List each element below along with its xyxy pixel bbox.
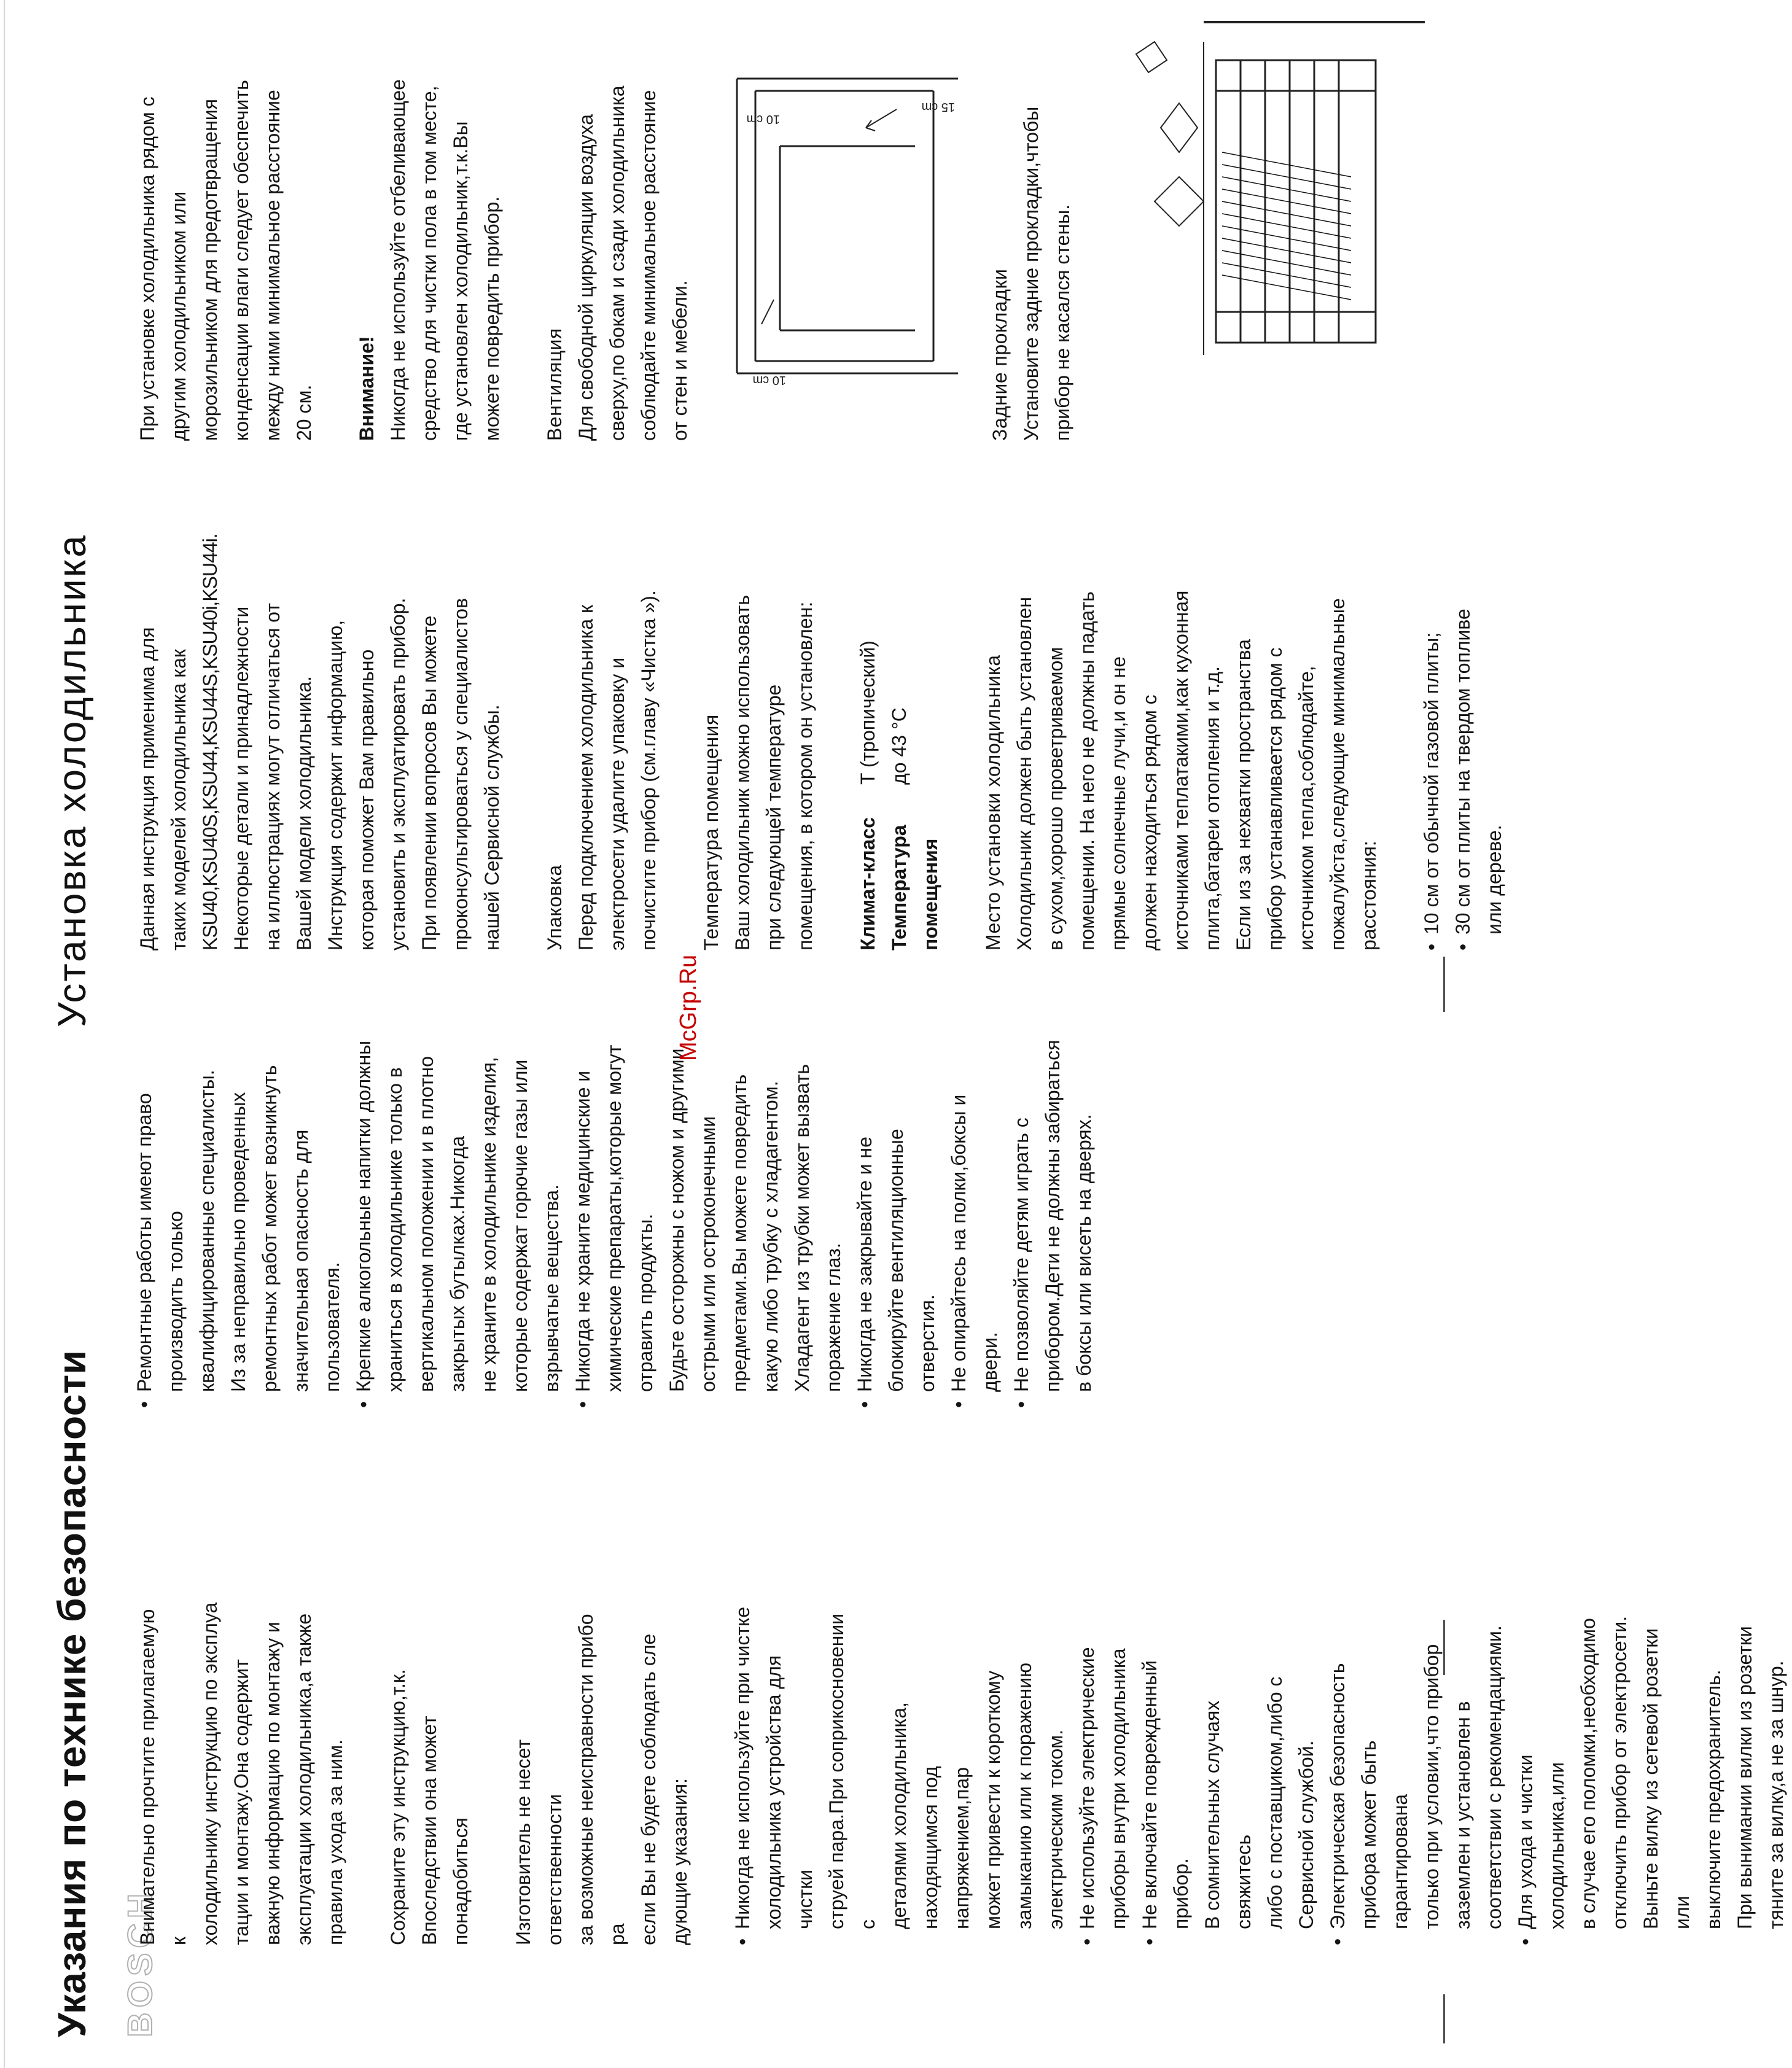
rear-spacers-section	[984, 17, 1078, 441]
text-line: правила ухода за ним.	[324, 1739, 346, 1945]
freezer-distance-section	[132, 17, 320, 441]
text-line: почистите прибор (см.главу «Чистка »).	[637, 590, 660, 950]
text-line: либо с поставщиком,либо с	[1264, 1676, 1286, 1929]
text-line: морозильником для предотвращения	[199, 99, 221, 441]
text-line: Для свободной циркуляции воздуха	[575, 114, 597, 441]
text-line: • Крепкие алкогольные напитки должны	[353, 1040, 375, 1392]
safety-bullets-a	[727, 1601, 1792, 1945]
text-line: • 10 см от обычной газовой плиты;	[1420, 632, 1443, 935]
text-line: Выньте вилку из сетевой розетки или	[1640, 1628, 1693, 1929]
text-line: химические препараты,которые могут	[603, 1044, 625, 1392]
text-line: заземлен и установлен в	[1452, 1701, 1474, 1929]
list-item	[1322, 1601, 1510, 1945]
climate-class-label: Климат-класс	[857, 817, 879, 950]
safety-column-1	[132, 1601, 1792, 1945]
text-line: только при условии,что прибор	[1420, 1644, 1443, 1929]
text-line: • Электрическая безопасность	[1326, 1663, 1349, 1929]
text-line: Данная инструкция применима для	[136, 627, 158, 950]
text-line: которые содержат горючие газы или	[509, 1059, 531, 1392]
text-line: которая поможет Вам правильно	[356, 649, 378, 950]
list-item	[129, 1040, 348, 1408]
text-line: таких моделей холодильника как	[168, 649, 190, 950]
text-line: соблюдайте минимальное расстояние	[637, 90, 660, 441]
text-line: какую либо трубку с хладагентом.	[760, 1081, 782, 1392]
text-line: Сервисной службой.	[1295, 1740, 1317, 1929]
text-line: струей пара.При соприкосновении с	[825, 1613, 879, 1929]
text-line: плита,батареи отопления и т.д.	[1201, 666, 1223, 950]
text-line: в случае его поломки,необходимо	[1577, 1618, 1599, 1929]
text-line: установить и эксплуатировать прибор.	[387, 597, 409, 950]
room-temp-label-2: помещения	[919, 838, 941, 950]
text-line: находящимся под напряжением,пар	[919, 1766, 973, 1929]
text-line: Вашей модели холодильника.	[293, 676, 315, 950]
text-line: значительная опасность для	[290, 1129, 312, 1392]
text-line: можете повредить прибор.	[481, 196, 503, 441]
text-line: эксплуатации холодильника,а также	[293, 1613, 315, 1945]
text-line: сверху,по бокам и сзади холодильника	[606, 85, 628, 441]
scan-edge-mark	[1204, 21, 1425, 23]
text-line: может привести к короткому	[982, 1670, 1004, 1929]
list-item	[1072, 1601, 1134, 1945]
ventilation-section	[539, 17, 696, 441]
text-line: Из за неправильно проведенных	[227, 1092, 249, 1392]
text-line: важную информацию по монтажу и	[262, 1622, 284, 1945]
text-line: расстояния:	[1358, 841, 1380, 950]
text-line: прибором.Дети не должны забираться	[1042, 1040, 1064, 1392]
text-line: При вынимании вилки из розетки	[1734, 1626, 1756, 1929]
figure-label: 15 cm	[921, 100, 955, 114]
text-line: ремонтных работ может возникнуть	[259, 1065, 281, 1392]
text-line: электрическим током.	[1045, 1729, 1067, 1929]
text-line: блокируйте вентиляционные отверстия.	[885, 1129, 938, 1392]
text-line: • Не позволяйте детям играть с	[1010, 1118, 1032, 1392]
text-line: Хладагент из трубки может вызвать	[791, 1063, 813, 1392]
text-line: Если из за нехватки пространства	[1233, 639, 1255, 950]
text-line: в сухом,хорошо проветриваемом	[1045, 647, 1067, 950]
text-line: тяните за вилку,а не за шнур.	[1765, 1660, 1787, 1929]
distance-list	[1416, 521, 1510, 950]
figure-label: 10 cm	[746, 112, 780, 126]
placement-section	[978, 521, 1510, 950]
text-line: прибора может быть гарантирована	[1358, 1740, 1411, 1929]
text-line: дующие указания:	[669, 1778, 691, 1945]
text-line: Впоследствии она может понадобиться	[418, 1716, 472, 1945]
list-item	[849, 1040, 943, 1408]
text-line: другим холодильником или	[168, 191, 190, 441]
list-item	[727, 1601, 1072, 1945]
text-line: • Не включайте поврежденный прибор.	[1139, 1660, 1192, 1929]
ventilation-diagram	[712, 54, 970, 398]
text-line: приборы внутри холодильника	[1107, 1648, 1129, 1929]
text-line: храниться в холодильнике только в	[384, 1067, 406, 1392]
warning-heading: Внимание!	[356, 336, 378, 441]
text-line: В сомнительных случаях свяжитесь	[1201, 1700, 1255, 1929]
list-item	[1510, 1601, 1792, 1945]
text-line: нашей Сервисной службы.	[481, 704, 503, 950]
list-item	[1447, 521, 1510, 950]
text-line: Холодильник должен быть установлен	[1013, 597, 1035, 950]
text-line: источниками теплатакими,как кухонная	[1170, 590, 1192, 950]
list-item	[348, 1040, 567, 1408]
warning-section	[351, 17, 508, 441]
text-line: или дереве.	[1483, 825, 1505, 935]
room-temp-value: до 43 °C	[888, 707, 910, 785]
text-line: пользователя.	[321, 1262, 343, 1392]
section-heading: Вентиляция	[543, 328, 566, 441]
text-line: прибор не касался стены.	[1051, 204, 1073, 441]
text-line: Сохраните эту инструкцию,т.к.	[387, 1669, 409, 1945]
list-item	[1134, 1601, 1322, 1945]
text-line: выключите предохранитель.	[1702, 1670, 1724, 1929]
text-line: закрытых бутылках.Никогда	[446, 1136, 469, 1392]
text-line: Некоторые детали и принадлежности	[230, 606, 252, 950]
scan-dash-1	[1443, 1994, 1445, 2043]
text-line: должен находиться рядом с	[1139, 694, 1161, 950]
section-heading: Температура помещения	[700, 714, 722, 950]
room-temp-label: Температура	[888, 825, 910, 950]
text-line: помещении. На него не должны падать	[1076, 591, 1098, 950]
text-line: • Не используйте электрические	[1076, 1647, 1098, 1929]
safety-keep-note	[383, 1601, 477, 1945]
text-line: между ними минимальное расстояние	[262, 90, 284, 441]
section-heading: Место установки холодильника	[982, 655, 1004, 950]
text-line: Внимательно прочтите прилагаемую к	[136, 1609, 190, 1945]
text-line: деталями холодильника,	[888, 1702, 910, 1929]
text-line: тации и монтажу.Она содержит	[230, 1659, 252, 1945]
rear-spacers-diagram	[1130, 29, 1437, 361]
text-line: если Вы не будете соблюдать сле	[637, 1633, 660, 1945]
text-line: на иллюстрациях могут отличаться от	[262, 603, 284, 950]
text-line: прямые солнечные лучи,и он не	[1107, 656, 1129, 950]
room-temperature-section	[696, 521, 946, 950]
text-line: Ваш холодильник можно использовать	[731, 595, 754, 950]
text-line: • Для ухода и чистки холодильника,или	[1514, 1754, 1568, 1929]
text-line: электросети удалите упаковку и	[606, 657, 628, 950]
text-line: Изготовитель не несет ответственности	[512, 1739, 566, 1945]
text-line: отравить продукты.	[634, 1213, 656, 1392]
safety-title: Указания по технике безопасности	[50, 1350, 94, 2037]
text-line: поражение глаз.	[822, 1243, 844, 1392]
text-line: где установлен холодильник,т.к.Вы	[450, 121, 472, 441]
watermark: McGrp.Ru	[676, 954, 701, 1061]
text-line: соответствии с рекомендациями.	[1483, 1625, 1505, 1929]
install-column-1	[132, 521, 1510, 950]
install-title: Установка холодильника	[50, 534, 94, 1027]
text-line: 20 см.	[293, 384, 315, 441]
text-line: средство для чистки пола в том месте,	[418, 85, 440, 441]
text-line: холодильника устройства для чистки	[763, 1655, 816, 1929]
text-line: помещения, в котором он установлен:	[794, 601, 816, 950]
text-line: KSU40,KSU40S,KSU44,KSU44S,KSU40i,KSU44i.	[199, 534, 221, 950]
text-line: взрывчатые вещества.	[540, 1184, 563, 1392]
text-line: При установке холодильника рядом с	[136, 96, 158, 441]
text-line: в боксы или висеть на дверях.	[1073, 1114, 1095, 1392]
install-intro	[132, 521, 508, 950]
text-line: предметами.Вы можете повредить	[728, 1074, 750, 1392]
list-item	[567, 1040, 849, 1408]
list-item	[1006, 1040, 1100, 1408]
list-item	[1416, 521, 1447, 950]
text-line: • 30 см от плиты на твердом топливе	[1452, 608, 1474, 935]
text-line: При появлении вопросов Вы можете	[418, 615, 440, 950]
text-line: квалифицированные специалисты.	[196, 1070, 218, 1392]
climate-class-value: T (тропический)	[857, 640, 879, 785]
text-line: от стен и мебели.	[669, 280, 691, 441]
figure-label: 10 cm	[752, 373, 786, 387]
text-line: Инструкция содержит информацию,	[324, 620, 346, 950]
text-line: Установите задние прокладки,чтобы	[1020, 106, 1042, 441]
text-line: при следующей температуре	[763, 684, 785, 950]
text-line: пожалуйста,следующие минимальные	[1326, 598, 1349, 950]
text-line: отключить прибор от электросети.	[1608, 1615, 1630, 1929]
text-line: • Никогда не используйте при чистке	[731, 1606, 754, 1929]
text-line: не храните в холодильнике изделия,	[478, 1057, 500, 1392]
section-heading: Упаковка	[543, 865, 566, 950]
safety-intro	[132, 1601, 351, 1945]
text-line: производить только	[165, 1211, 187, 1392]
text-line: Перед подключением холодильника к	[575, 604, 597, 950]
text-line: Будьте осторожны с ножом и другими	[666, 1048, 688, 1392]
text-line: двери.	[979, 1332, 1001, 1392]
text-line: холодильнику инструкцию по эксплуа	[199, 1602, 221, 1945]
safety-column-2	[129, 1040, 1100, 1408]
text-line: вертикальном положении и в плотно	[415, 1056, 437, 1392]
text-line: острыми или остроконечными	[697, 1116, 719, 1392]
packing-section	[539, 521, 664, 950]
text-line: • Никогда не закрывайте и не	[854, 1137, 876, 1392]
bosch-logo: BOSCH	[120, 1888, 159, 2037]
climate-table	[852, 521, 946, 950]
section-heading: Задние прокладки	[989, 268, 1011, 441]
text-line: конденсации влаги следует обеспечить	[230, 80, 252, 441]
safety-liability	[508, 1601, 696, 1945]
text-line: за возможные неисправности прибо ра	[575, 1614, 628, 1945]
list-item	[943, 1040, 1006, 1408]
text-line: прибор устанавливается рядом с	[1264, 647, 1286, 950]
text-line: • Не опирайтесь на полки,боксы и	[948, 1094, 970, 1392]
text-line: источником тепла,соблюдайте,	[1295, 666, 1317, 950]
scan-edge-line	[4, 0, 5, 2068]
text-line: проконсультироваться у специалистов	[450, 598, 472, 950]
scan-dash-3	[1443, 957, 1445, 1012]
text-line: • Никогда не храните медицинские и	[572, 1070, 594, 1392]
text-line: • Ремонтные работы имеют право	[133, 1093, 155, 1392]
safety-bullets-b	[129, 1040, 1100, 1408]
text-line: Никогда не используйте отбеливающее	[387, 79, 409, 441]
text-line: замыканию или к поражению	[1013, 1662, 1035, 1929]
